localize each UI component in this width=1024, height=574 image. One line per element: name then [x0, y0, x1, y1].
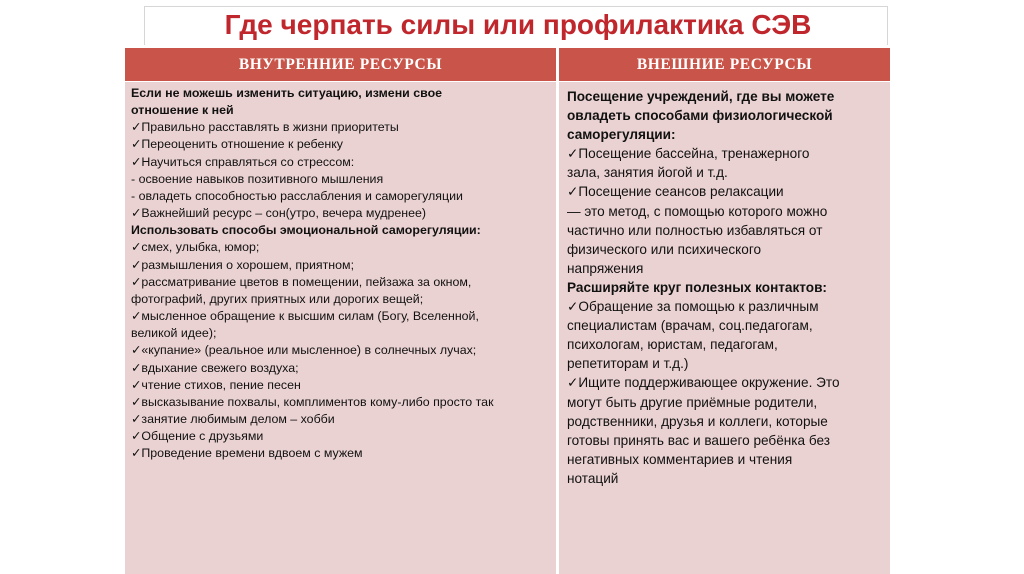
external-resources-line: ✓Обращение за помощью к различным: [567, 299, 819, 315]
external-resources-line: негативных комментариев и чтения: [567, 451, 793, 467]
internal-resources-line: ✓Важнейший ресурс – сон(утро, вечера мудренее): [131, 206, 427, 221]
external-resources-cell: [559, 82, 890, 574]
external-resources-line: ✓Посещение сеансов релаксации: [567, 184, 784, 200]
internal-resources-line: ✓Переоценить отношение к ребенку: [131, 137, 343, 152]
external-resources-line: овладеть способами физиологической: [567, 108, 833, 124]
external-resources-line: специалистам (врачам, соц.педагогам,: [567, 318, 813, 334]
internal-resources-line: ✓рассматривание цветов в помещении, пейзажа за окном,: [131, 274, 472, 289]
internal-resources-line: ✓высказывание похвалы, комплиментов кому-либо просто так: [131, 394, 494, 409]
internal-resources-line: Если не можешь изменить ситуацию, измени свое: [131, 86, 443, 100]
internal-resources-line: ✓Общение с друзьями: [131, 429, 264, 444]
internal-resources-line: - овладеть способностью расслабления и саморегуляции: [131, 188, 463, 203]
table-header-row: [125, 48, 890, 81]
external-resources-line: ✓Посещение бассейна, тренажерного: [567, 146, 810, 162]
internal-resources-line: - освоение навыков позитивного мышления: [131, 171, 384, 186]
external-resources-line: нотаций: [567, 470, 619, 486]
external-resources-line: саморегуляции:: [567, 127, 676, 143]
resources-table: [125, 48, 890, 574]
internal-resources-line: ✓Проведение времени вдвоем с мужем: [131, 446, 363, 461]
internal-resources-line: великой идее);: [131, 326, 217, 341]
external-resources-line: психологам, юристам, педагогам,: [567, 337, 778, 353]
slide-title: Где черпать силы или профилактика СЭВ: [224, 9, 812, 40]
internal-resources-line: отношение к ней: [131, 103, 234, 118]
external-resources-line: зала, занятия йогой и т.д.: [567, 165, 728, 181]
external-resources-line: частично или полностью избавляться от: [567, 222, 823, 238]
internal-resources-line: ✓Правильно расставлять в жизни приоритеты: [131, 120, 399, 135]
external-resources-line: напряжения: [567, 260, 644, 276]
internal-resources-line: ✓чтение стихов, пение песен: [131, 377, 301, 392]
external-resources-line: Посещение учреждений, где вы можете: [567, 89, 835, 104]
external-resources-line: физического или психического: [567, 241, 762, 257]
internal-resources-line: ✓занятие любимым делом – хобби: [131, 411, 335, 426]
external-resources-line: могут быть другие приёмные родители,: [567, 394, 818, 410]
internal-resources-line: ✓мысленное обращение к высшим силам (Богу, Вселенной,: [131, 309, 479, 324]
internal-resources-line: ✓Научиться справляться со стрессом:: [131, 154, 355, 169]
internal-resources-line: фотографий, других приятных или дорогих вещей;: [131, 291, 424, 306]
external-resources-line: Расширяйте круг полезных контактов:: [567, 279, 827, 295]
internal-resources-line: ✓смех, улыбка, юмор;: [131, 240, 260, 255]
header-external-resources: ВНЕШНИЕ РЕСУРСЫ: [559, 48, 890, 81]
external-resources-line: родственники, друзья и коллеги, которые: [567, 413, 828, 429]
internal-resources-cell: [125, 82, 556, 574]
internal-resources-line: Использовать способы эмоциональной саморегуляции:: [131, 223, 481, 238]
external-resources-line: репетиторам и т.д.): [567, 356, 689, 372]
internal-resources-line: ✓размышления о хорошем, приятном;: [131, 257, 355, 272]
internal-resources-line: ✓вдыхание свежего воздуха;: [131, 360, 299, 375]
external-resources-line: ✓Ищите поддерживающее окружение. Это: [567, 375, 840, 391]
internal-resources-line: ✓«купание» (реальное или мысленное) в солнечных лучах;: [131, 343, 477, 358]
external-resources-line: — это метод, с помощью которого можно: [567, 203, 828, 219]
external-resources-line: готовы принять вас и вашего ребёнка без: [567, 432, 830, 448]
header-internal-resources: ВНУТРЕННИЕ РЕСУРСЫ: [125, 48, 556, 81]
